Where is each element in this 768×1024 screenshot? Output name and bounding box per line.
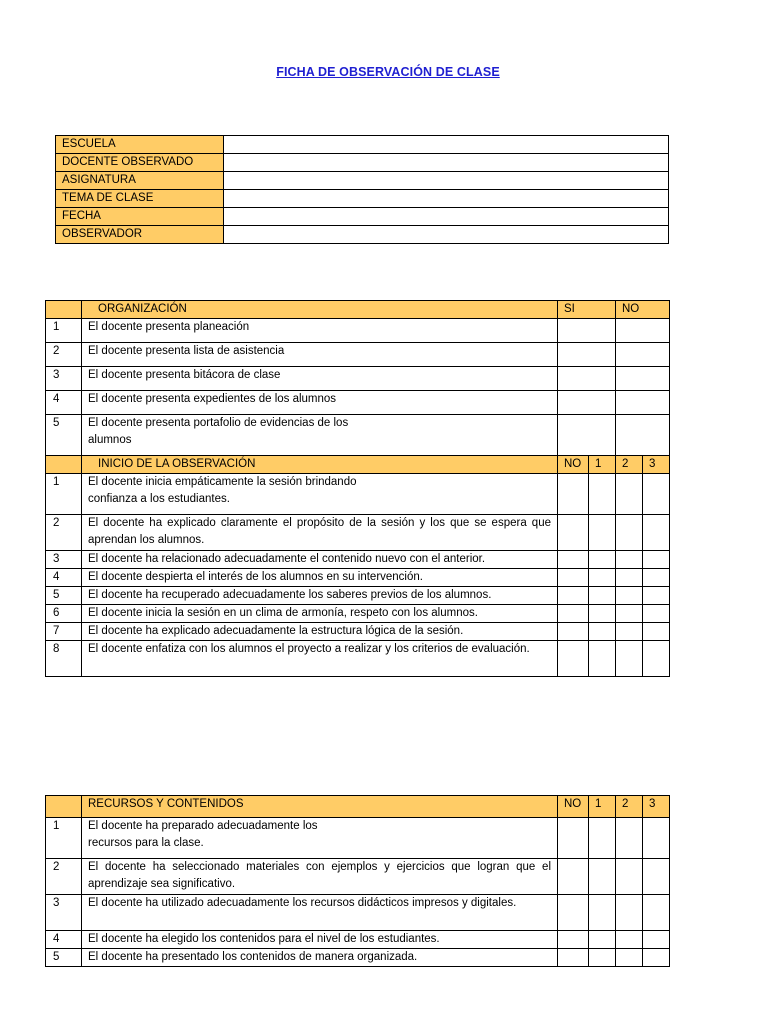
table-row bbox=[56, 190, 669, 208]
item-number: 4 bbox=[46, 391, 82, 415]
rating-cell-no[interactable] bbox=[558, 587, 589, 605]
rating-cell-1[interactable] bbox=[589, 931, 616, 949]
field-value-observador[interactable] bbox=[224, 226, 669, 244]
rating-cell-no[interactable] bbox=[558, 474, 589, 515]
field-label-asignatura: ASIGNATURA bbox=[56, 172, 224, 190]
rating-cell-2[interactable] bbox=[616, 895, 643, 931]
rating-cell-1[interactable] bbox=[589, 569, 616, 587]
section-header-recursos bbox=[46, 796, 670, 818]
item-number: 7 bbox=[46, 623, 82, 641]
column-header-no: NO bbox=[616, 301, 670, 319]
field-value-tema-de-clase[interactable] bbox=[224, 190, 669, 208]
rating-cell-no[interactable] bbox=[558, 569, 589, 587]
table-row bbox=[46, 605, 670, 623]
item-text: El docente ha explicado adecuadamente la estructura lógica de la sesión. bbox=[82, 623, 558, 641]
item-text bbox=[82, 818, 558, 859]
item-number: 4 bbox=[46, 931, 82, 949]
item-number: 4 bbox=[46, 569, 82, 587]
table-row bbox=[46, 818, 670, 859]
table-row bbox=[46, 515, 670, 551]
rating-cell-3[interactable] bbox=[643, 818, 670, 859]
table-row bbox=[56, 208, 669, 226]
rating-cell-3[interactable] bbox=[643, 605, 670, 623]
check-cell-si[interactable] bbox=[558, 319, 616, 343]
rating-cell-1[interactable] bbox=[589, 623, 616, 641]
check-cell-no[interactable] bbox=[616, 367, 670, 391]
rating-cell-3[interactable] bbox=[643, 515, 670, 551]
field-label-docente-observado: DOCENTE OBSERVADO bbox=[56, 154, 224, 172]
rating-cell-2[interactable] bbox=[616, 931, 643, 949]
column-header-no: NO bbox=[558, 456, 589, 474]
section-title-organizacion: ORGANIZACIÓN bbox=[82, 301, 558, 319]
section-title-recursos: RECURSOS Y CONTENIDOS bbox=[82, 796, 558, 818]
item-number: 5 bbox=[46, 587, 82, 605]
table-row bbox=[46, 415, 670, 456]
item-text: El docente presenta expedientes de los alumnos bbox=[82, 391, 558, 415]
item-text: El docente inicia la sesión en un clima de armonía, respeto con los alumnos. bbox=[82, 605, 558, 623]
item-number: 1 bbox=[46, 818, 82, 859]
recursos-table bbox=[45, 795, 670, 967]
section-title-inicio: INICIO DE LA OBSERVACIÓN bbox=[82, 456, 558, 474]
column-header-no: NO bbox=[558, 796, 589, 818]
item-text-line: El docente inicia empáticamente la sesión brindando bbox=[88, 476, 357, 488]
rating-cell-3[interactable] bbox=[643, 623, 670, 641]
item-text-line: alumnos bbox=[88, 434, 132, 446]
rating-cell-1[interactable] bbox=[589, 895, 616, 931]
table-row bbox=[46, 551, 670, 569]
rating-cell-2[interactable] bbox=[616, 569, 643, 587]
item-text: El docente despierta el interés de los alumnos en su intervención. bbox=[82, 569, 558, 587]
column-header-2: 2 bbox=[616, 456, 643, 474]
rating-cell-no[interactable] bbox=[558, 551, 589, 569]
check-cell-no[interactable] bbox=[616, 343, 670, 367]
rating-cell-3[interactable] bbox=[643, 931, 670, 949]
table-row bbox=[46, 367, 670, 391]
check-cell-si[interactable] bbox=[558, 343, 616, 367]
rating-cell-no[interactable] bbox=[558, 895, 589, 931]
check-cell-si[interactable] bbox=[558, 391, 616, 415]
section-header-inicio bbox=[46, 456, 670, 474]
rating-cell-3[interactable] bbox=[643, 895, 670, 931]
field-label-fecha: FECHA bbox=[56, 208, 224, 226]
item-number: 5 bbox=[46, 949, 82, 967]
rating-cell-2[interactable] bbox=[616, 949, 643, 967]
rating-cell-1[interactable] bbox=[589, 605, 616, 623]
rating-cell-3[interactable] bbox=[643, 641, 670, 677]
field-value-escuela[interactable] bbox=[224, 136, 669, 154]
item-text: El docente ha explicado claramente el propósito de la sesión y los que se espera que aprendan los alumnos. bbox=[82, 515, 558, 551]
item-text bbox=[82, 474, 558, 515]
page-title: FICHA DE OBSERVACIÓN DE CLASE bbox=[276, 65, 500, 79]
rating-cell-1[interactable] bbox=[589, 474, 616, 515]
rating-cell-2[interactable] bbox=[616, 551, 643, 569]
rating-cell-2[interactable] bbox=[616, 587, 643, 605]
item-number: 2 bbox=[46, 515, 82, 551]
item-text-line: recursos para la clase. bbox=[88, 837, 204, 849]
item-text: El docente ha presentado los contenidos de manera organizada. bbox=[82, 949, 558, 967]
rating-cell-3[interactable] bbox=[643, 587, 670, 605]
rating-cell-2[interactable] bbox=[616, 605, 643, 623]
table-row bbox=[56, 226, 669, 244]
table-row bbox=[46, 949, 670, 967]
rating-cell-3[interactable] bbox=[643, 569, 670, 587]
item-number: 2 bbox=[46, 343, 82, 367]
item-text: El docente enfatiza con los alumnos el proyecto a realizar y los criterios de evaluación. bbox=[82, 641, 558, 677]
table-row bbox=[46, 569, 670, 587]
column-header-si: SI bbox=[558, 301, 616, 319]
column-header-1: 1 bbox=[589, 456, 616, 474]
item-number: 1 bbox=[46, 474, 82, 515]
table-row bbox=[46, 474, 670, 515]
rating-cell-2[interactable] bbox=[616, 818, 643, 859]
item-number: 5 bbox=[46, 415, 82, 456]
rating-cell-no[interactable] bbox=[558, 605, 589, 623]
rating-cell-no[interactable] bbox=[558, 931, 589, 949]
item-text bbox=[82, 415, 558, 456]
rating-cell-no[interactable] bbox=[558, 515, 589, 551]
field-label-observador: OBSERVADOR bbox=[56, 226, 224, 244]
column-header-2: 2 bbox=[616, 796, 643, 818]
rating-cell-3[interactable] bbox=[643, 859, 670, 895]
rating-cell-1[interactable] bbox=[589, 515, 616, 551]
item-text: El docente ha utilizado adecuadamente los recursos didácticos impresos y digitales. bbox=[82, 895, 558, 931]
item-number: 3 bbox=[46, 367, 82, 391]
item-number: 6 bbox=[46, 605, 82, 623]
table-row bbox=[46, 343, 670, 367]
table-row bbox=[46, 587, 670, 605]
rating-cell-1[interactable] bbox=[589, 859, 616, 895]
rating-cell-2[interactable] bbox=[616, 641, 643, 677]
item-text: El docente ha recuperado adecuadamente los saberes previos de los alumnos. bbox=[82, 587, 558, 605]
field-label-escuela: ESCUELA bbox=[56, 136, 224, 154]
rating-cell-2[interactable] bbox=[616, 474, 643, 515]
item-text-line: confianza a los estudiantes. bbox=[88, 493, 230, 505]
table-row bbox=[46, 641, 670, 677]
rating-cell-3[interactable] bbox=[643, 551, 670, 569]
check-cell-no[interactable] bbox=[616, 319, 670, 343]
item-text-line: El docente presenta portafolio de evidencias de los bbox=[88, 417, 349, 429]
table-row bbox=[46, 623, 670, 641]
column-header-3: 3 bbox=[643, 456, 670, 474]
field-label-tema-de-clase: TEMA DE CLASE bbox=[56, 190, 224, 208]
rating-cell-no[interactable] bbox=[558, 949, 589, 967]
rating-cell-no[interactable] bbox=[558, 859, 589, 895]
rating-cell-1[interactable] bbox=[589, 587, 616, 605]
rating-cell-no[interactable] bbox=[558, 641, 589, 677]
rating-cell-1[interactable] bbox=[589, 551, 616, 569]
item-text: El docente ha relacionado adecuadamente el contenido nuevo con el anterior. bbox=[82, 551, 558, 569]
rating-cell-no[interactable] bbox=[558, 623, 589, 641]
item-number: 2 bbox=[46, 859, 82, 895]
field-value-asignatura[interactable] bbox=[224, 172, 669, 190]
item-number: 1 bbox=[46, 319, 82, 343]
table-row bbox=[46, 895, 670, 931]
table-row bbox=[56, 136, 669, 154]
item-number: 3 bbox=[46, 551, 82, 569]
rating-cell-3[interactable] bbox=[643, 949, 670, 967]
table-row bbox=[46, 859, 670, 895]
rating-cell-1[interactable] bbox=[589, 641, 616, 677]
rating-cell-3[interactable] bbox=[643, 474, 670, 515]
rating-cell-2[interactable] bbox=[616, 623, 643, 641]
check-cell-no[interactable] bbox=[616, 415, 670, 456]
field-value-fecha[interactable] bbox=[224, 208, 669, 226]
field-value-docente-observado[interactable] bbox=[224, 154, 669, 172]
table-row bbox=[46, 391, 670, 415]
table-row bbox=[46, 319, 670, 343]
rating-cell-2[interactable] bbox=[616, 859, 643, 895]
column-header-3: 3 bbox=[643, 796, 670, 818]
item-text: El docente ha seleccionado materiales con ejemplos y ejercicios que logran que el aprendizaje sea significativo. bbox=[82, 859, 558, 895]
rating-cell-2[interactable] bbox=[616, 515, 643, 551]
rating-cell-no[interactable] bbox=[558, 818, 589, 859]
rating-cell-1[interactable] bbox=[589, 949, 616, 967]
check-cell-si[interactable] bbox=[558, 367, 616, 391]
item-number: 8 bbox=[46, 641, 82, 677]
check-cell-no[interactable] bbox=[616, 391, 670, 415]
item-text: El docente ha elegido los contenidos para el nivel de los estudiantes. bbox=[82, 931, 558, 949]
item-text: El docente presenta bitácora de clase bbox=[82, 367, 558, 391]
table-row bbox=[56, 154, 669, 172]
item-number: 3 bbox=[46, 895, 82, 931]
check-cell-si[interactable] bbox=[558, 415, 616, 456]
rating-cell-1[interactable] bbox=[589, 818, 616, 859]
organizacion-inicio-table bbox=[45, 300, 670, 677]
item-text-line: El docente ha preparado adecuadamente los bbox=[88, 820, 318, 832]
general-info-table bbox=[55, 135, 669, 244]
item-text: El docente presenta planeación bbox=[82, 319, 558, 343]
column-header-1: 1 bbox=[589, 796, 616, 818]
table-row bbox=[56, 172, 669, 190]
section-header-organizacion bbox=[46, 301, 670, 319]
item-text: El docente presenta lista de asistencia bbox=[82, 343, 558, 367]
table-row bbox=[46, 931, 670, 949]
